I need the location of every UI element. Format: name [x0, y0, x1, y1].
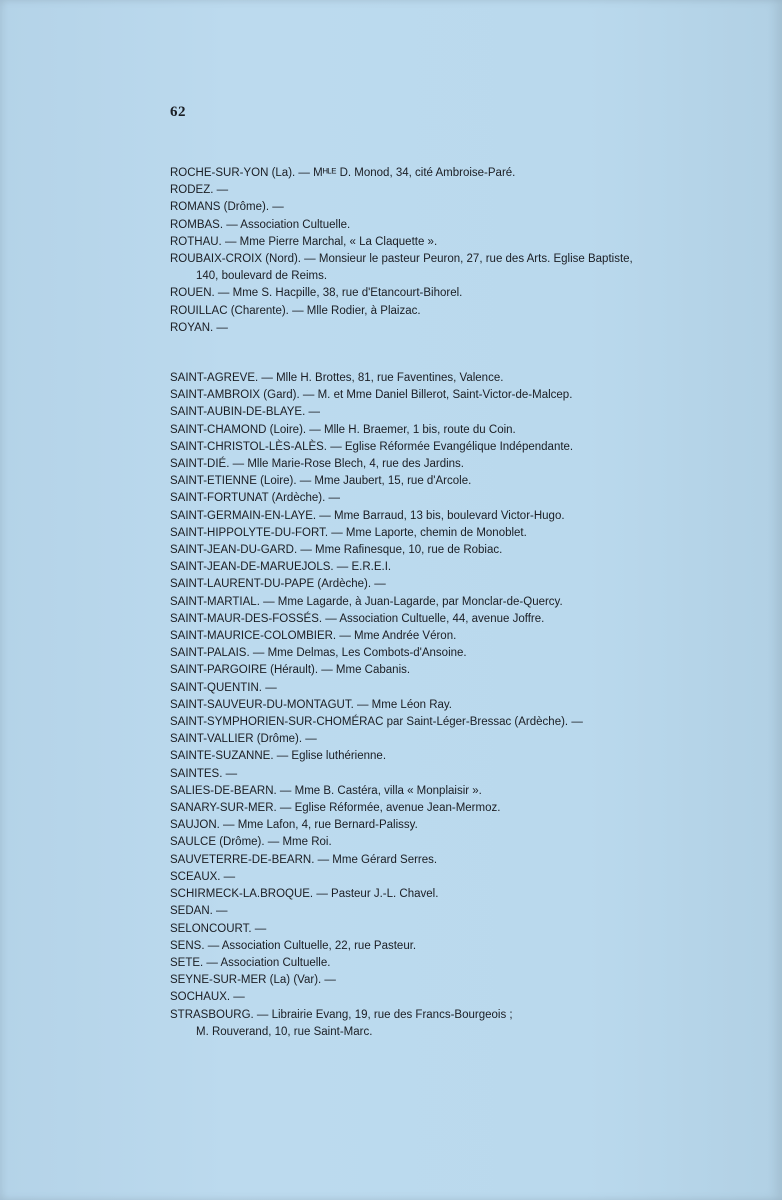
- directory-entry: ROMBAS. — Association Cultuelle.: [170, 218, 351, 231]
- directory-entry: SAINT-AMBROIX (Gard). — M. et Mme Daniel Billerot, Saint-Victor-de-Malcep.: [170, 389, 573, 402]
- directory-entry: SAINT-QUENTIN. —: [170, 681, 277, 694]
- directory-entry: SAINT-MAURICE-COLOMBIER. — Mme Andrée Véron.: [170, 630, 457, 643]
- directory-entry: SEYNE-SUR-MER (La) (Var). —: [170, 974, 336, 987]
- directory-entry: STRASBOURG. — Librairie Evang, 19, rue des Francs-Bourgeois ;: [170, 1008, 513, 1021]
- directory-section-s: [170, 370, 750, 1041]
- directory-entry: SETE. — Association Cultuelle.: [170, 956, 331, 969]
- directory-entry: SAINT-SYMPHORIEN-SUR-CHOMÉRAC par Saint-Léger-Bressac (Ardèche). —: [170, 716, 583, 729]
- directory-section-r: [170, 165, 750, 337]
- directory-entry: SALIES-DE-BEARN. — Mme B. Castéra, villa « Monplaisir ».: [170, 784, 482, 797]
- directory-entry: SAINT-PALAIS. — Mme Delmas, Les Combots-d'Ansoine.: [170, 647, 467, 660]
- directory-entry: SELONCOURT. —: [170, 922, 267, 935]
- directory-entry: ROCHE-SUR-YON (La). — Mᴴᴸᴱ D. Monod, 34, cité Ambroise-Paré.: [170, 167, 516, 179]
- directory-entry: SAINT-ETIENNE (Loire). — Mme Jaubert, 15, rue d'Arcole.: [170, 475, 472, 488]
- directory-entry: SAINT-MARTIAL. — Mme Lagarde, à Juan-Lagarde, par Monclar-de-Quercy.: [170, 595, 563, 608]
- directory-entry: SAINT-LAURENT-DU-PAPE (Ardèche). —: [170, 578, 386, 591]
- directory-entry: RODEZ. —: [170, 184, 229, 197]
- directory-entry-continuation: 140, boulevard de Reims.: [196, 270, 328, 283]
- directory-entry: SAUJON. — Mme Lafon, 4, rue Bernard-Palissy.: [170, 819, 418, 832]
- directory-entry: SAINT-AGREVE. — Mlle H. Brottes, 81, rue Faventines, Valence.: [170, 372, 504, 384]
- directory-entry: SAINT-JEAN-DE-MARUEJOLS. — E.R.E.I.: [170, 561, 392, 574]
- directory-entry: SAULCE (Drôme). — Mme Roi.: [170, 836, 332, 849]
- directory-entry: SAINT-AUBIN-DE-BLAYE. —: [170, 406, 320, 419]
- directory-entry: SENS. — Association Cultuelle, 22, rue Pasteur.: [170, 939, 417, 952]
- page-number: 62: [170, 104, 186, 120]
- directory-entry: SAINT-JEAN-DU-GARD. — Mme Rafinesque, 10, rue de Robiac.: [170, 544, 503, 557]
- directory-entry: ROTHAU. — Mme Pierre Marchal, « La Claquette ».: [170, 235, 438, 248]
- directory-entry: SAINT-CHRISTOL-LÈS-ALÈS. — Eglise Réformée Evangélique Indépendante.: [170, 440, 574, 453]
- directory-entry: ROYAN. —: [170, 321, 228, 334]
- directory-entry: SAINTES. —: [170, 767, 238, 780]
- directory-entry: ROUBAIX-CROIX (Nord). — Monsieur le pasteur Peuron, 27, rue des Arts. Eglise Baptiste,: [170, 253, 633, 266]
- directory-entry: SCHIRMECK-LA.BROQUE. — Pasteur J.-L. Chavel.: [170, 888, 439, 901]
- directory-entry: SAINT-MAUR-DES-FOSSÉS. — Association Cultuelle, 44, avenue Joffre.: [170, 612, 545, 625]
- directory-entry: SAINT-GERMAIN-EN-LAYE. — Mme Barraud, 13 bis, boulevard Victor-Hugo.: [170, 509, 565, 522]
- directory-entry: SAINT-FORTUNAT (Ardèche). —: [170, 492, 340, 505]
- directory-entry: SAINT-VALLIER (Drôme). —: [170, 733, 317, 746]
- directory-entry: SAINT-DIÉ. — Mlle Marie-Rose Blech, 4, rue des Jardins.: [170, 458, 464, 471]
- directory-entry: SANARY-SUR-MER. — Eglise Réformée, avenue Jean-Mermoz.: [170, 802, 501, 815]
- directory-entry: ROUEN. — Mme S. Hacpille, 38, rue d'Etancourt-Bihorel.: [170, 287, 463, 300]
- directory-entry: ROUILLAC (Charente). — Mlle Rodier, à Plaizac.: [170, 304, 421, 317]
- directory-entry: SAUVETERRE-DE-BEARN. — Mme Gérard Serres.: [170, 853, 438, 866]
- directory-entry: SEDAN. —: [170, 905, 228, 918]
- directory-entry-continuation: M. Rouverand, 10, rue Saint-Marc.: [196, 1025, 373, 1038]
- directory-entry: SAINTE-SUZANNE. — Eglise luthérienne.: [170, 750, 387, 763]
- directory-entry: ROMANS (Drôme). —: [170, 201, 284, 214]
- directory-entry: SOCHAUX. —: [170, 991, 245, 1004]
- directory-entry: SAINT-SAUVEUR-DU-MONTAGUT. — Mme Léon Ray.: [170, 698, 453, 711]
- directory-entry: SAINT-PARGOIRE (Hérault). — Mme Cabanis.: [170, 664, 411, 677]
- directory-entry: SCEAUX. —: [170, 870, 236, 883]
- directory-entry: SAINT-CHAMOND (Loire). — Mlle H. Braemer, 1 bis, route du Coin.: [170, 423, 516, 436]
- directory-entry: SAINT-HIPPOLYTE-DU-FORT. — Mme Laporte, chemin de Monoblet.: [170, 526, 527, 539]
